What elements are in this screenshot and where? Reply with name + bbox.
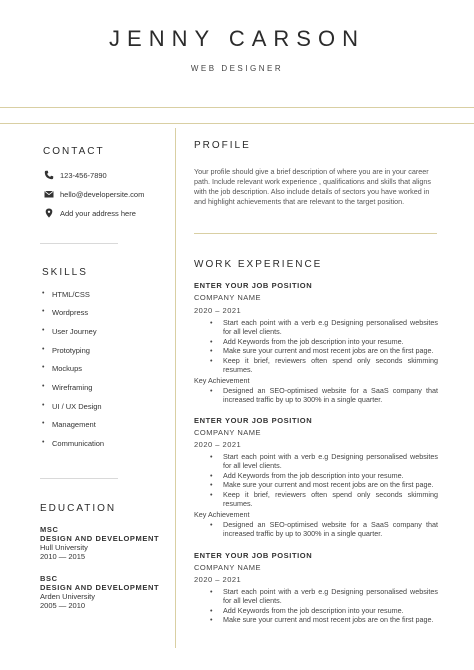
skill-item: • Prototyping	[52, 346, 90, 355]
school-name: Hull University	[40, 543, 88, 552]
skill-item: • Mockups	[52, 364, 82, 373]
phone-icon	[44, 170, 54, 180]
company-name: COMPANY NAME	[194, 563, 261, 572]
profile-heading: PROFILE	[194, 140, 251, 151]
skill-item: • Wordpress	[52, 308, 88, 317]
key-achievement	[204, 520, 438, 539]
list-item: • Start each point with a verb e.g Designing personalised websites for all level clients.	[204, 587, 438, 606]
mail-icon	[44, 189, 54, 199]
job-bullets	[204, 452, 438, 508]
key-achievement-label: Key Achievement	[194, 510, 250, 519]
list-item: • Make sure your current and most recent jobs are on the first page.	[204, 346, 438, 355]
education-years: 2005 — 2010	[40, 601, 86, 610]
list-item: • Add Keywords from the job description into your resume.	[204, 337, 438, 346]
contact-address	[44, 208, 136, 218]
company-name: COMPANY NAME	[194, 293, 261, 302]
education-entry	[40, 574, 159, 610]
contact-phone	[44, 170, 107, 180]
skill-item: • Wireframing	[52, 383, 92, 392]
job-years: 2020 – 2021	[194, 440, 242, 449]
email-address: hello@developersite.com	[60, 189, 145, 199]
header-divider-top	[0, 107, 474, 108]
profile-text: Your profile should give a brief description of where you are in your career path. Include relevant work experience , qualifications and skills that aligns with the job description. Also include details of sectors you have worked in and highlight achievements that are relevant to the target position.	[194, 167, 431, 206]
list-item: • Designed an SEO-optimised website for a SaaS company that increased traffic by up to 300% in a single quarter.	[204, 386, 438, 405]
skills-divider	[40, 478, 118, 479]
job-role: WEB DESIGNER	[190, 64, 284, 73]
location-pin-icon	[44, 208, 54, 218]
profile-divider	[194, 233, 437, 234]
education-years: 2010 — 2015	[40, 552, 86, 561]
job-years: 2020 – 2021	[194, 306, 242, 315]
job-bullets	[204, 587, 438, 625]
contact-heading: CONTACT	[43, 146, 105, 157]
list-item: • Start each point with a verb e.g Designing personalised websites for all level clients.	[204, 318, 438, 337]
list-item: • Keep it brief, reviewers often spend only seconds skimming resumes.	[204, 356, 438, 375]
skills-heading: SKILLS	[42, 267, 88, 278]
job-bullets	[204, 318, 438, 374]
job-position: ENTER YOUR JOB POSITION	[194, 416, 313, 425]
address-text: Add your address here	[60, 208, 136, 218]
column-divider	[175, 128, 176, 648]
degree-field: DESIGN AND DEVELOPMENT	[40, 583, 160, 592]
list-item: • Add Keywords from the job description into your resume.	[204, 606, 438, 615]
job-years: 2020 – 2021	[194, 575, 242, 584]
skill-item: • HTML/CSS	[52, 290, 90, 299]
skill-item: • User Journey	[52, 327, 97, 336]
job-position: ENTER YOUR JOB POSITION	[194, 281, 313, 290]
list-item: • Designed an SEO-optimised website for a SaaS company that increased traffic by up to 300% in a single quarter.	[204, 520, 438, 539]
degree-level: BSC	[40, 574, 58, 583]
work-experience-heading: WORK EXPERIENCE	[194, 259, 323, 270]
degree-field: DESIGN AND DEVELOPMENT	[40, 534, 160, 543]
list-item: • Make sure your current and most recent jobs are on the first page.	[204, 480, 438, 489]
header-divider-bottom	[0, 123, 474, 124]
company-name: COMPANY NAME	[194, 428, 261, 437]
skill-item: • UI / UX Design	[52, 402, 102, 411]
contact-divider	[40, 243, 118, 244]
list-item: • Add Keywords from the job description into your resume.	[204, 471, 438, 480]
list-item: • Start each point with a verb e.g Designing personalised websites for all level clients.	[204, 452, 438, 471]
list-item: • Make sure your current and most recent jobs are on the first page.	[204, 615, 438, 624]
education-entry	[40, 525, 159, 561]
job-position: ENTER YOUR JOB POSITION	[194, 551, 313, 560]
key-achievement-label: Key Achievement	[194, 376, 250, 385]
contact-email	[44, 189, 144, 199]
skill-item: • Communication	[52, 439, 104, 448]
key-achievement	[204, 386, 438, 405]
list-item: • Keep it brief, reviewers often spend only seconds skimming resumes.	[204, 490, 438, 509]
phone-number: 123-456-7890	[60, 170, 107, 180]
degree-level: MSC	[40, 525, 59, 534]
candidate-name: JENNY CARSON	[109, 26, 365, 51]
education-heading: EDUCATION	[40, 503, 117, 514]
school-name: Arden University	[40, 592, 96, 601]
skill-item: • Management	[52, 420, 96, 429]
